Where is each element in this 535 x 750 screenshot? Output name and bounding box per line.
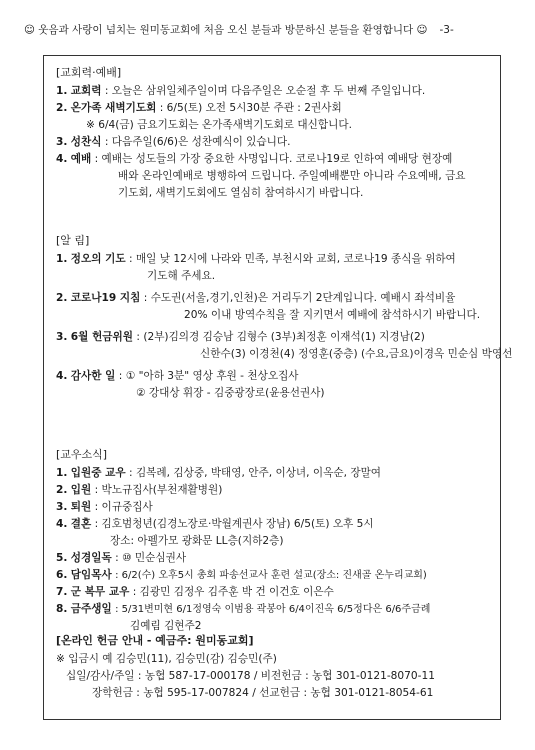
item-text: : 김호범청년(김경노장로·박월계권사 장남) 6/5(토) 오후 5시 <box>94 518 374 530</box>
section-title: [알 림] <box>56 234 90 247</box>
list-item: 5. 성경일독 : ⑩ 민순심권사 <box>56 552 187 564</box>
item-label: 정오의 기도 <box>70 253 126 265</box>
list-item: 2. 온가족 새벽기도회 : 6/5(토) 오전 5시30분 주관 : 2권사회 <box>56 102 342 114</box>
section-church-calendar <box>56 64 496 202</box>
section-online-offering <box>56 632 496 702</box>
item-text: : 매일 낮 12시에 나라와 민족, 부천시와 교회, 코로나19 종식을 위하여 <box>129 253 456 265</box>
item-text: : 다음주일(6/6)은 성찬예식이 있습니다. <box>104 136 291 148</box>
note-line: ※ 6/4(금) 금요기도회는 온가족새벽기도회로 대신합니다. <box>86 119 352 131</box>
item-label: 담임목사 <box>70 569 112 581</box>
item-label: 예배 <box>70 153 92 165</box>
item-text: : 예배는 성도들의 가장 중요한 사명입니다. 코로나19로 인하여 예배당 현장예 <box>94 153 453 165</box>
continuation-line: ② 강대상 휘장 - 김중광장로(윤용선권사) <box>136 387 325 399</box>
header-welcome: ☺ 웃음과 사랑이 넘치는 원미동교회에 처음 오신 분들과 방문하신 분들을 환영합니다 ☺ <box>24 24 428 36</box>
item-text: : 6/2(수) 오후5시 총회 파송선교사 훈련 설교(장소: 진새골 온누리교회) <box>115 570 427 581</box>
continuation-line: 김예림 김현주2 <box>130 620 202 632</box>
list-item: 3. 성찬식 : 다음주일(6/6)은 성찬예식이 있습니다. <box>56 136 291 148</box>
item-text: : 김복례, 김상중, 박태영, 안주, 이상녀, 이옥순, 장말여 <box>129 467 382 479</box>
continuation-line: 20% 이내 방역수칙을 잘 지키면서 예배에 참석하시기 바랍니다. <box>184 309 481 321</box>
list-item: 7. 군 복무 교우 : 김광민 김정우 김주훈 박 건 이건호 이은수 <box>56 586 334 598</box>
continuation-line: 기도해 주세요. <box>147 270 216 282</box>
item-text: : 박노규집사(부천재활병원) <box>94 484 223 496</box>
item-text: : ① "아하 3분" 영상 후원 - 천상오집사 <box>118 370 299 382</box>
list-item: 4. 감사한 일 : ① "아하 3분" 영상 후원 - 천상오집사 <box>56 370 299 382</box>
item-text: : 5/31변미현 6/1정영숙 이범용 곽봉아 6/4이진옥 6/5정다은 6/6주금례 <box>115 604 431 615</box>
list-item: 2. 코로나19 지침 : 수도권(서울,경기,인천)은 거리두기 2단계입니다. 예배시 좌석비율 <box>56 292 456 304</box>
list-item: 2. 입원 : 박노규집사(부천재활병원) <box>56 484 223 496</box>
continuation-line: 배와 온라인예배로 병행하여 드립니다. 주일예배뿐만 아니라 수요예배, 금요 <box>118 170 466 182</box>
item-label: 결혼 <box>70 518 92 530</box>
list-item: 1. 정오의 기도 : 매일 낮 12시에 나라와 민족, 부천시와 교회, 코로나19 종식을 위하여 <box>56 253 456 265</box>
item-label: 군 복무 교우 <box>70 586 130 598</box>
list-item: 4. 예배 : 예배는 성도들의 가장 중요한 사명입니다. 코로나19로 인하여 예배당 현장예 <box>56 153 453 165</box>
item-label: 금주생일 <box>70 603 112 615</box>
item-text: : 6/5(토) 오전 5시30분 주관 : 2권사회 <box>159 102 342 114</box>
section-title: [교우소식] <box>56 448 108 461</box>
item-text: : (2부)김의경 김승남 김형수 (3부)최정훈 이재석(1) 지경남(2) <box>136 331 425 343</box>
list-item: 8. 금주생일 : 5/31변미현 6/1정영숙 이범용 곽봉아 6/4이진옥 6/5정다은 6/6주금례 <box>56 603 431 615</box>
item-text: : ⑩ 민순심권사 <box>115 552 187 564</box>
offering-note: ※ 입금시 예 김승민(11), 김승민(감) 김승민(주) <box>56 653 277 665</box>
section-member-news <box>56 446 496 635</box>
item-label: 성찬식 <box>70 136 102 148</box>
section-title: [온라인 헌금 안내 - 예금주: 원미동교회] <box>56 634 254 647</box>
list-item: 6. 담임목사 : 6/2(수) 오후5시 총회 파송선교사 훈련 설교(장소: 진새골 온누리교회) <box>56 569 427 581</box>
item-label: 입원 <box>70 484 92 496</box>
item-text: : 오늘은 삼위일체주일이며 다음주일은 오순절 후 두 번째 주일입니다. <box>104 85 426 97</box>
item-text: : 김광민 김정우 김주훈 박 건 이건호 이은수 <box>132 586 334 598</box>
item-text: : 수도권(서울,경기,인천)은 거리두기 2단계입니다. 예배시 좌석비율 <box>143 292 456 304</box>
continuation-line: 장소: 아펠가모 광화문 LL층(지하2층) <box>110 535 284 547</box>
item-text: : 이규중집사 <box>94 501 153 513</box>
offering-account-line: 십일/감사/주일 : 농협 587-17-000178 / 비전헌금 : 농협 301-0121-8070-11 <box>66 670 435 682</box>
item-label: 코로나19 지침 <box>70 292 141 304</box>
page-number: -3- <box>439 24 454 36</box>
list-item: 3. 6월 헌금위원 : (2부)김의경 김승남 김형수 (3부)최정훈 이재석(1) 지경남(2) <box>56 331 425 343</box>
item-label: 입원중 교우 <box>70 467 126 479</box>
list-item: 3. 퇴원 : 이규중집사 <box>56 501 153 513</box>
list-item: 1. 교회력 : 오늘은 삼위일체주일이며 다음주일은 오순절 후 두 번째 주일입니다. <box>56 85 426 97</box>
section-notices <box>56 232 513 402</box>
section-title: [교회력·예배] <box>56 66 122 79</box>
continuation-line: 기도회, 새벽기도회에도 열심히 참여하시기 바랍니다. <box>118 187 364 199</box>
offering-account-line: 장학헌금 : 농협 595-17-007824 / 선교헌금 : 농협 301-0121-8054-61 <box>92 687 434 699</box>
item-label: 성경일독 <box>70 552 112 564</box>
item-label: 6월 헌금위원 <box>70 331 134 343</box>
item-label: 온가족 새벽기도회 <box>70 102 157 114</box>
list-item: 4. 결혼 : 김호범청년(김경노장로·박월계권사 장남) 6/5(토) 오후 5시 <box>56 518 374 530</box>
item-label: 감사한 일 <box>70 370 116 382</box>
list-item: 1. 입원중 교우 : 김복례, 김상중, 박태영, 안주, 이상녀, 이옥순, 장말여 <box>56 467 382 479</box>
item-label: 퇴원 <box>70 501 92 513</box>
item-label: 교회력 <box>70 85 102 97</box>
continuation-line: 신한수(3) 이경천(4) 정영훈(중층) (수요,금요)이경옥 민순심 박영선 <box>200 348 513 360</box>
page-header <box>24 22 524 37</box>
